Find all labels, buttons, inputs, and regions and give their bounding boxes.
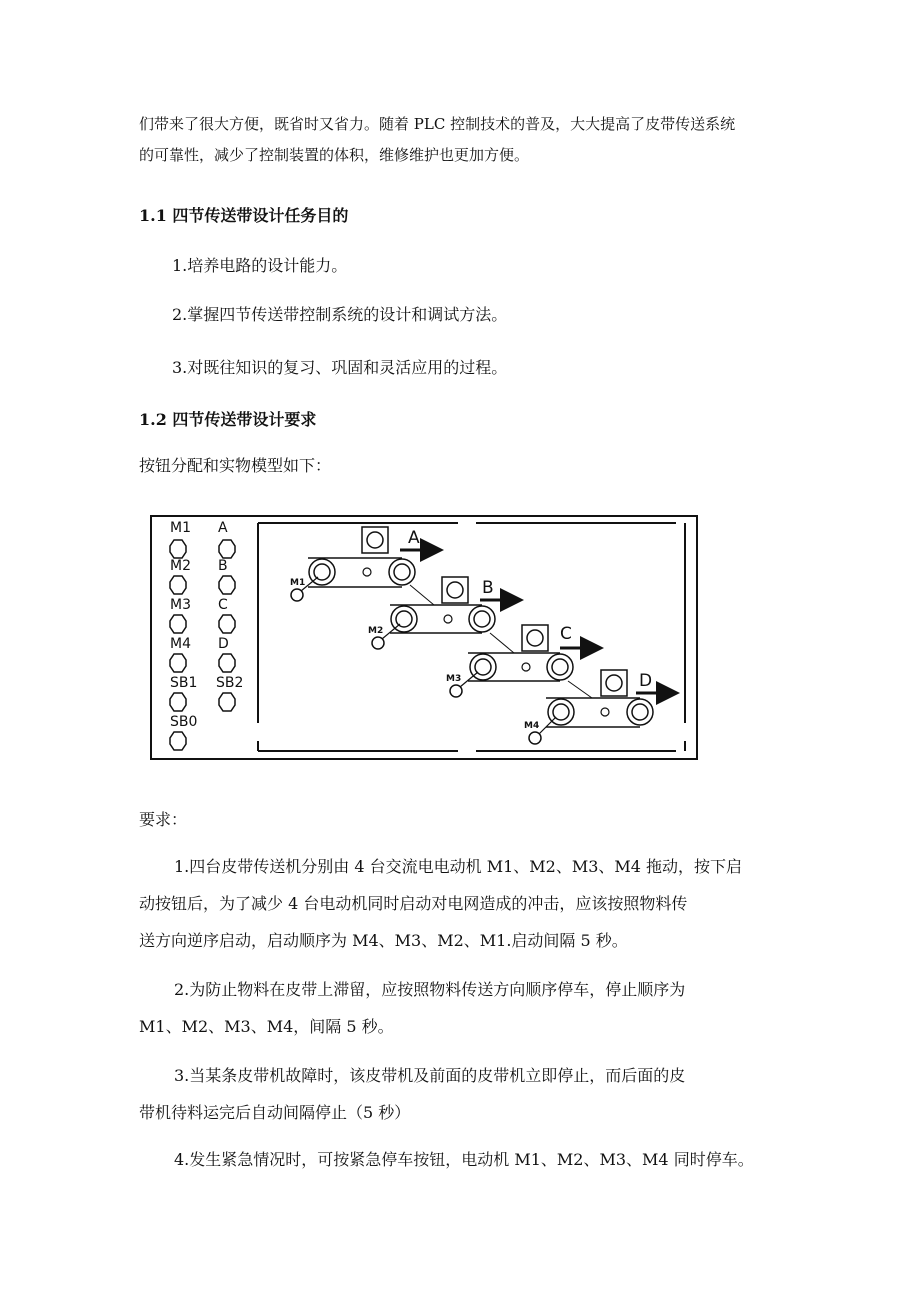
objective-item-1: 1.培养电路的设计能力。: [172, 256, 348, 275]
panel-label-c: C: [218, 597, 228, 613]
panel-label-sb1: SB1: [170, 675, 198, 691]
requirement-2-line-1: 2.为防止物料在皮带上滞留，应按照物料传送方向顺序停车，停止顺序为: [174, 980, 686, 999]
d-fault-button[interactable]: [219, 654, 235, 672]
motor-label-m4: M4: [524, 721, 540, 731]
panel-label-sb0: SB0: [170, 714, 198, 730]
motor-label-m3: M3: [446, 674, 462, 684]
panel-label-a: A: [218, 520, 228, 536]
sb0-button[interactable]: [170, 732, 186, 750]
requirement-2-line-2: M1、M2、M3、M4，间隔 5 秒。: [139, 1017, 394, 1036]
requirement-3-line-2: 带机待料运完后自动间隔停止（5 秒）: [139, 1103, 411, 1122]
objective-item-3: 3.对既往知识的复习、巩固和灵活应用的过程。: [172, 358, 508, 377]
motor-label-m1: M1: [290, 578, 306, 588]
panel-label-b: B: [218, 558, 228, 574]
motor-label-m2: M2: [368, 626, 384, 636]
a-fault-button[interactable]: [219, 540, 235, 558]
section-2-heading: 1.2 四节传送带设计要求: [139, 410, 317, 429]
intro-line-1: 们带来了很大方便，既省时又省力。随着 PLC 控制技术的普及，大大提高了皮带传送系统: [139, 115, 736, 133]
requirement-1-line-1: 1.四台皮带传送机分别由 4 台交流电电动机 M1、M2、M3、M4 拖动，按下启: [174, 857, 743, 876]
intro-line-2: 的可靠性，减少了控制装置的体积，维修维护也更加方便。: [139, 146, 530, 164]
belt-label-d: D: [639, 671, 653, 691]
panel-label-d: D: [218, 636, 229, 652]
m3-indicator[interactable]: [170, 615, 186, 633]
section-1-heading: 1.1 四节传送带设计任务目的: [139, 206, 349, 225]
panel-label-m4: M4: [170, 636, 191, 652]
requirement-3-line-1: 3.当某条皮带机故障时，该皮带机及前面的皮带机立即停止，而后面的皮: [174, 1066, 686, 1085]
m1-indicator[interactable]: [170, 540, 186, 558]
belt-label-c: C: [560, 624, 572, 644]
m2-indicator[interactable]: [170, 576, 186, 594]
requirement-1-line-3: 送方向逆序启动，启动顺序为 M4、M3、M2、M1.启动间隔 5 秒。: [139, 931, 628, 950]
diagram-frame: [151, 516, 697, 759]
conveyor-diagram: [150, 515, 700, 761]
panel-label-sb2: SB2: [216, 675, 244, 691]
section-2-subtitle: 按钮分配和实物模型如下：: [139, 456, 332, 475]
b-fault-button[interactable]: [219, 576, 235, 594]
panel-label-m1: M1: [170, 520, 191, 536]
requirements-title: 要求：: [139, 810, 188, 829]
belt-label-a: A: [408, 528, 420, 548]
belt-label-b: B: [482, 578, 494, 598]
sb1-button[interactable]: [170, 693, 186, 711]
panel-label-m3: M3: [170, 597, 191, 613]
c-fault-button[interactable]: [219, 615, 235, 633]
m4-indicator[interactable]: [170, 654, 186, 672]
requirement-1-line-2: 动按钮后，为了减少 4 台电动机同时启动对电网造成的冲击，应该按照物料传: [139, 894, 688, 913]
objective-item-2: 2.掌握四节传送带控制系统的设计和调试方法。: [172, 305, 508, 324]
panel-label-m2: M2: [170, 558, 191, 574]
requirement-4-line-1: 4.发生紧急情况时，可按紧急停车按钮，电动机 M1、M2、M3、M4 同时停车。: [174, 1150, 754, 1169]
sb2-button[interactable]: [219, 693, 235, 711]
